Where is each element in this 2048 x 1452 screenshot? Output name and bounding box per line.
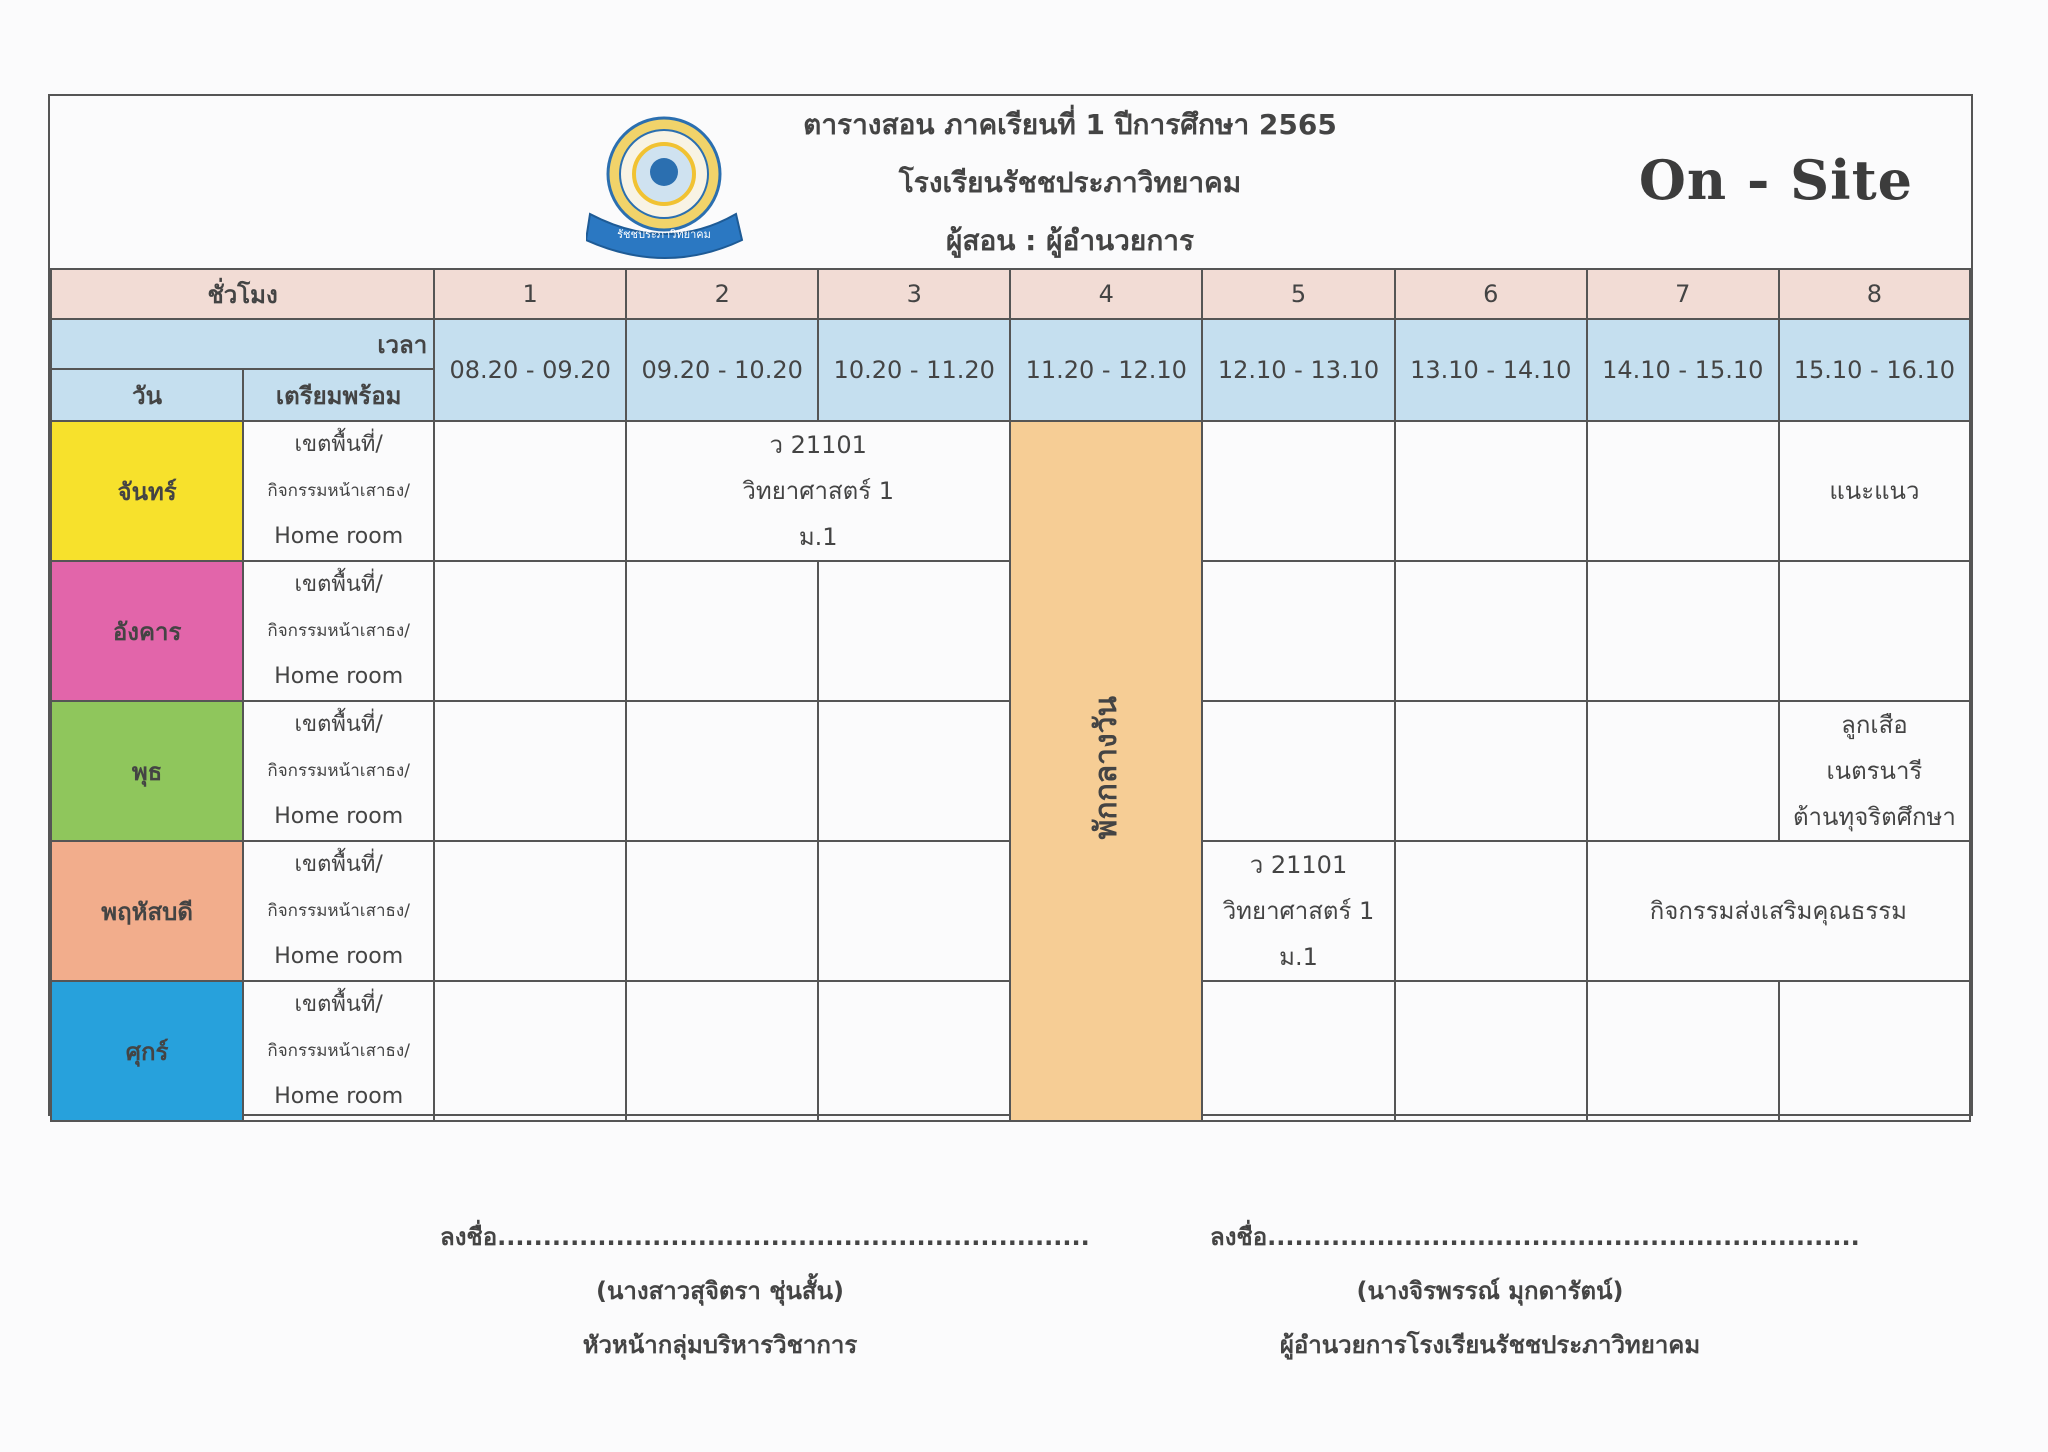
empty-cell bbox=[1395, 561, 1587, 701]
prep-line: กิจกรรมหน้าเสาธง/ bbox=[267, 621, 410, 641]
prep-line: Home room bbox=[274, 804, 404, 829]
scout-cell bbox=[1779, 701, 1970, 841]
prep-line: กิจกรรมหน้าเสาธง/ bbox=[267, 481, 410, 501]
prep-header: เตรียมพร้อม bbox=[243, 369, 434, 421]
empty-cell bbox=[1779, 561, 1970, 701]
prep-line: เขตพื้นที่/ bbox=[294, 572, 383, 597]
class-cell-thu bbox=[1202, 841, 1394, 981]
empty-cell bbox=[1395, 841, 1587, 981]
period-7: 7 bbox=[1587, 269, 1779, 319]
period-1: 1 bbox=[434, 269, 626, 319]
morality-activity-cell: กิจกรรมส่งเสริมคุณธรรม bbox=[1587, 841, 1970, 981]
period-8: 8 bbox=[1779, 269, 1970, 319]
signer-position: หัวหน้ากลุ่มบริหารวิชาการ bbox=[582, 1331, 858, 1359]
prep-cell bbox=[243, 701, 434, 841]
time-1: 08.20 - 09.20 bbox=[434, 319, 626, 421]
day-header: วัน bbox=[51, 369, 243, 421]
empty-cell bbox=[1202, 981, 1394, 1121]
signature-left bbox=[440, 1210, 1090, 1372]
prep-line: Home room bbox=[274, 944, 404, 969]
day-monday: จันทร์ bbox=[51, 421, 243, 561]
time-3: 10.20 - 11.20 bbox=[818, 319, 1010, 421]
timetable-sheet bbox=[48, 94, 1973, 1116]
prep-line: กิจกรรมหน้าเสาธง/ bbox=[267, 901, 410, 921]
period-header: ชั่วโมง bbox=[51, 269, 434, 319]
title-semester: ตารางสอน ภาคเรียนที่ 1 ปีการศึกษา 2565 bbox=[803, 108, 1337, 141]
class-code: ว 21101 bbox=[769, 431, 867, 459]
scout-line: เนตรนารี bbox=[1826, 757, 1923, 785]
period-4: 4 bbox=[1010, 269, 1202, 319]
class-cell-mon bbox=[626, 421, 1010, 561]
day-tuesday: อังคาร bbox=[51, 561, 243, 701]
time-7: 14.10 - 15.10 bbox=[1587, 319, 1779, 421]
prep-line: เขตพื้นที่/ bbox=[294, 432, 383, 457]
signature-right bbox=[1210, 1210, 1860, 1372]
time-row bbox=[51, 319, 1970, 369]
prep-cell bbox=[243, 841, 434, 981]
prep-cell bbox=[243, 561, 434, 701]
period-2: 2 bbox=[626, 269, 818, 319]
sign-line: ลงชื่อ................................................................. bbox=[1210, 1223, 1860, 1251]
period-6: 6 bbox=[1395, 269, 1587, 319]
svg-text:รัชชประภาวิทยาคม: รัชชประภาวิทยาคม bbox=[617, 228, 711, 241]
prep-cell bbox=[243, 421, 434, 561]
time-6: 13.10 - 14.10 bbox=[1395, 319, 1587, 421]
signer-position: ผู้อำนวยการโรงเรียนรัชชประภาวิทยาคม bbox=[1279, 1331, 1701, 1359]
empty-cell bbox=[434, 421, 626, 561]
prep-line: Home room bbox=[274, 524, 404, 549]
title-school: โรงเรียนรัชชประภาวิทยาคม bbox=[898, 166, 1242, 199]
empty-cell bbox=[1395, 421, 1587, 561]
signer-name: (นางสาวสุจิตรา ชุ่นสั้น) bbox=[596, 1277, 844, 1305]
period-3: 3 bbox=[818, 269, 1010, 319]
empty-cell bbox=[1587, 981, 1779, 1121]
empty-cell bbox=[626, 561, 818, 701]
prep-line: Home room bbox=[274, 664, 404, 689]
title-teacher: ผู้สอน : ผู้อำนวยการ bbox=[945, 224, 1195, 257]
onsite-label: On - Site bbox=[1638, 148, 1913, 212]
prep-line: เขตพื้นที่/ bbox=[294, 992, 383, 1017]
prep-line: กิจกรรมหน้าเสาธง/ bbox=[267, 761, 410, 781]
sign-line: ลงชื่อ................................................................. bbox=[440, 1223, 1090, 1251]
prep-line: เขตพื้นที่/ bbox=[294, 852, 383, 877]
class-code: ว 21101 bbox=[1249, 851, 1348, 879]
class-subject: วิทยาศาสตร์ 1 bbox=[1222, 897, 1375, 925]
time-2: 09.20 - 10.20 bbox=[626, 319, 818, 421]
lunch-label: พักกลางวัน bbox=[1088, 696, 1124, 840]
empty-cell bbox=[818, 841, 1010, 981]
guidance-cell: แนะแนว bbox=[1779, 421, 1970, 561]
empty-cell bbox=[1202, 421, 1394, 561]
class-level: ม.1 bbox=[1279, 943, 1318, 971]
signer-name: (นางจิรพรรณ์ มุกดารัตน์) bbox=[1356, 1277, 1624, 1305]
empty-cell bbox=[1587, 421, 1779, 561]
empty-cell bbox=[434, 701, 626, 841]
period-5: 5 bbox=[1202, 269, 1394, 319]
empty-cell bbox=[1202, 701, 1394, 841]
prep-line: Home room bbox=[274, 1084, 404, 1109]
time-5: 12.10 - 13.10 bbox=[1202, 319, 1394, 421]
time-4: 11.20 - 12.10 bbox=[1010, 319, 1202, 421]
class-subject: วิทยาศาสตร์ 1 bbox=[742, 477, 894, 505]
prep-cell bbox=[243, 981, 434, 1121]
empty-cell bbox=[434, 981, 626, 1121]
time-8: 15.10 - 16.10 bbox=[1779, 319, 1970, 421]
day-wednesday: พุธ bbox=[51, 701, 243, 841]
empty-cell bbox=[818, 981, 1010, 1121]
empty-cell bbox=[434, 561, 626, 701]
empty-cell bbox=[626, 841, 818, 981]
empty-cell bbox=[1395, 701, 1587, 841]
day-thursday: พฤหัสบดี bbox=[51, 841, 243, 981]
empty-cell bbox=[626, 701, 818, 841]
header bbox=[50, 96, 1971, 270]
class-level: ม.1 bbox=[798, 523, 838, 551]
empty-cell bbox=[1587, 701, 1779, 841]
empty-cell bbox=[818, 561, 1010, 701]
scout-line: ต้านทุจริตศึกษา bbox=[1792, 803, 1956, 831]
empty-cell bbox=[818, 701, 1010, 841]
day-friday: ศุกร์ bbox=[51, 981, 243, 1121]
lunch-break bbox=[1010, 421, 1202, 1121]
empty-cell bbox=[1202, 561, 1394, 701]
scout-line: ลูกเสือ bbox=[1841, 711, 1908, 739]
timetable bbox=[50, 268, 1971, 1122]
row-monday bbox=[51, 421, 1970, 561]
prep-line: เขตพื้นที่/ bbox=[294, 712, 383, 737]
empty-cell bbox=[1779, 981, 1970, 1121]
empty-cell bbox=[434, 841, 626, 981]
empty-cell bbox=[1587, 561, 1779, 701]
prep-line: กิจกรรมหน้าเสาธง/ bbox=[267, 1041, 410, 1061]
period-row bbox=[51, 269, 1970, 319]
empty-cell bbox=[1395, 981, 1587, 1121]
title-block bbox=[670, 96, 1470, 270]
time-header: เวลา bbox=[51, 319, 434, 369]
empty-cell bbox=[626, 981, 818, 1121]
